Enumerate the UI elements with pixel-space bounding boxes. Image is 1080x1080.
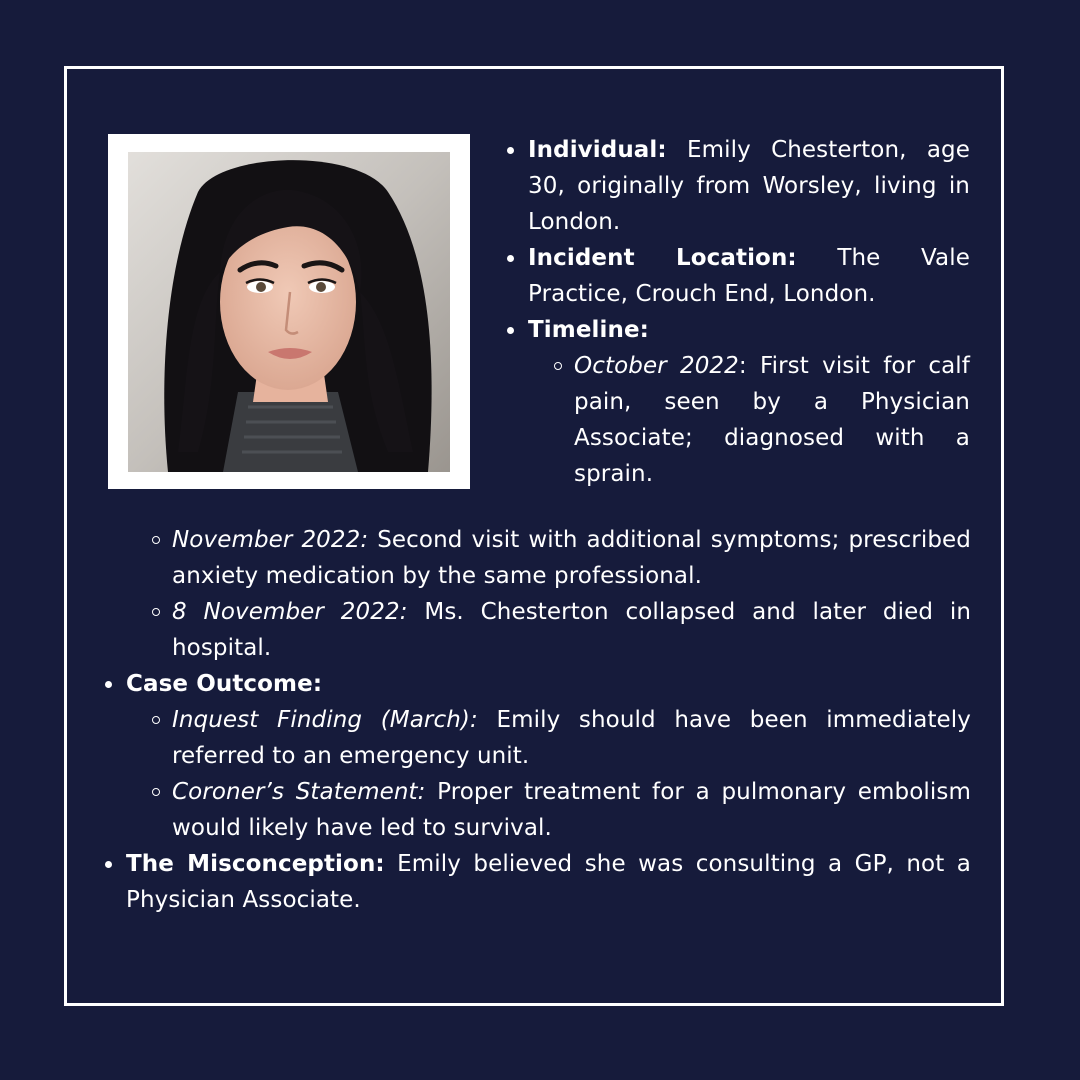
timeline-label: Timeline: — [528, 317, 649, 343]
timeline-item-october — [574, 348, 970, 492]
list-item-timeline — [528, 312, 970, 348]
individual-label: Individual: — [528, 137, 667, 163]
case-outcome-label: Case Outcome: — [126, 671, 323, 697]
location-label: Incident Location: — [528, 245, 797, 271]
bullet-disc-icon — [105, 861, 112, 868]
location-text: The Vale Practice, Crouch End, London. — [528, 245, 970, 307]
portrait-photo-frame — [108, 134, 470, 489]
list-item-case-outcome — [126, 666, 971, 702]
october-text: : First visit for calf pain, seen by a Physician Associate; diagnosed with a sprain. — [574, 353, 970, 487]
list-item-location — [528, 240, 970, 312]
outcome-item-inquest — [172, 702, 971, 774]
november-label: November 2022: — [172, 527, 369, 553]
8-november-text: Ms. Chesterton collapsed and later died in hospital. — [172, 599, 972, 661]
individual-text: Emily Chesterton, age 30, originally from Worsley, living in London. — [528, 137, 970, 235]
misconception-label: The Misconception: — [126, 851, 385, 877]
misconception-text: Emily believed she was consulting a GP, not a Physician Associate. — [126, 851, 971, 913]
coroner-label: Coroner’s Statement: — [172, 779, 426, 805]
top-info-list — [528, 132, 970, 492]
portrait-illustration — [128, 152, 450, 472]
timeline-item-november — [172, 522, 971, 594]
inquest-text: Emily should have been immediately referred to an emergency unit. — [172, 707, 972, 769]
november-text: Second visit with additional symptoms; prescribed anxiety medication by the same professional. — [172, 527, 971, 589]
list-item-individual — [528, 132, 970, 240]
bullet-disc-icon — [507, 147, 514, 154]
portrait-photo — [128, 152, 450, 472]
bullet-disc-icon — [507, 255, 514, 262]
list-item-misconception — [126, 846, 971, 918]
bullet-circle-icon — [152, 608, 160, 616]
bullet-circle-icon — [152, 716, 160, 724]
bullet-disc-icon — [507, 327, 514, 334]
8-november-label: 8 November 2022: — [172, 599, 408, 625]
bullet-circle-icon — [152, 536, 160, 544]
timeline-item-8-november — [172, 594, 971, 666]
bullet-circle-icon — [554, 362, 562, 370]
coroner-text: Proper treatment for a pulmonary embolism would likely have led to survival. — [172, 779, 971, 841]
inquest-label: Inquest Finding (March): — [172, 707, 478, 733]
bullet-circle-icon — [152, 788, 160, 796]
october-label: October 2022 — [574, 353, 739, 379]
outcome-item-coroner — [172, 774, 971, 846]
lower-info-list — [126, 522, 971, 918]
bullet-disc-icon — [105, 681, 112, 688]
